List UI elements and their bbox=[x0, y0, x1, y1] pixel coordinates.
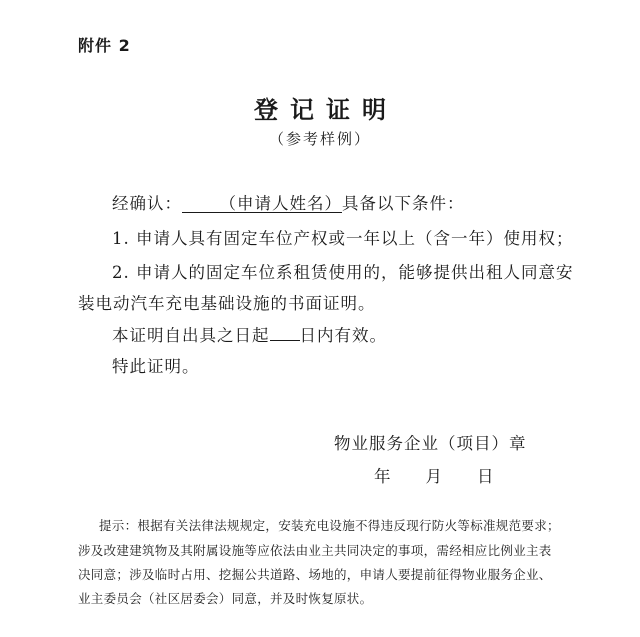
condition-item-1: 1. 申请人具有固定车位产权或一年以上（含一年）使用权； bbox=[112, 229, 574, 248]
validity-prefix: 本证明自出具之日起 bbox=[112, 326, 270, 345]
validity-suffix: 日内有效。 bbox=[299, 326, 387, 345]
condition-item-2-line-2: 装电动汽车充电基础设施的书面证明。 bbox=[78, 294, 376, 313]
confirm-prefix: 经确认： bbox=[112, 194, 182, 213]
page-subtitle: （参考样例） bbox=[268, 130, 371, 148]
issuer-seal-label: 物业服务企业（项目）章 bbox=[334, 434, 527, 453]
page-title: 登记证明 bbox=[254, 95, 398, 124]
date-month: 月 bbox=[425, 467, 443, 486]
validity-line bbox=[112, 322, 387, 346]
note-line-2: 涉及改建建筑物及其附属设施等应依法由业主共同决定的事项，需经相应比例业主表 bbox=[78, 543, 552, 558]
attachment-label: 附件 2 bbox=[78, 36, 131, 55]
applicant-placeholder: （申请人姓名） bbox=[219, 194, 342, 213]
date-day: 日 bbox=[477, 467, 495, 486]
condition-item-2-line-1: 2. 申请人的固定车位系租赁使用的，能够提供出租人同意安 bbox=[112, 263, 574, 282]
date-year: 年 bbox=[374, 467, 392, 486]
closing-line: 特此证明。 bbox=[112, 357, 200, 376]
validity-days-blank bbox=[270, 326, 300, 341]
note-line-3: 决同意；涉及临时占用、挖掘公共道路、场地的，申请人要提前征得物业服务企业、 bbox=[78, 567, 552, 582]
note-line-4: 业主委员会（社区居委会）同意，并及时恢复原状。 bbox=[78, 591, 373, 606]
note-line-1: 提示：根据有关法律法规规定，安装充电设施不得违反现行防火等标准规范要求； bbox=[99, 518, 560, 533]
applicant-name-blank bbox=[182, 194, 342, 213]
confirm-line bbox=[112, 190, 464, 214]
date-line bbox=[374, 463, 495, 487]
confirm-suffix: 具备以下条件： bbox=[341, 194, 465, 213]
